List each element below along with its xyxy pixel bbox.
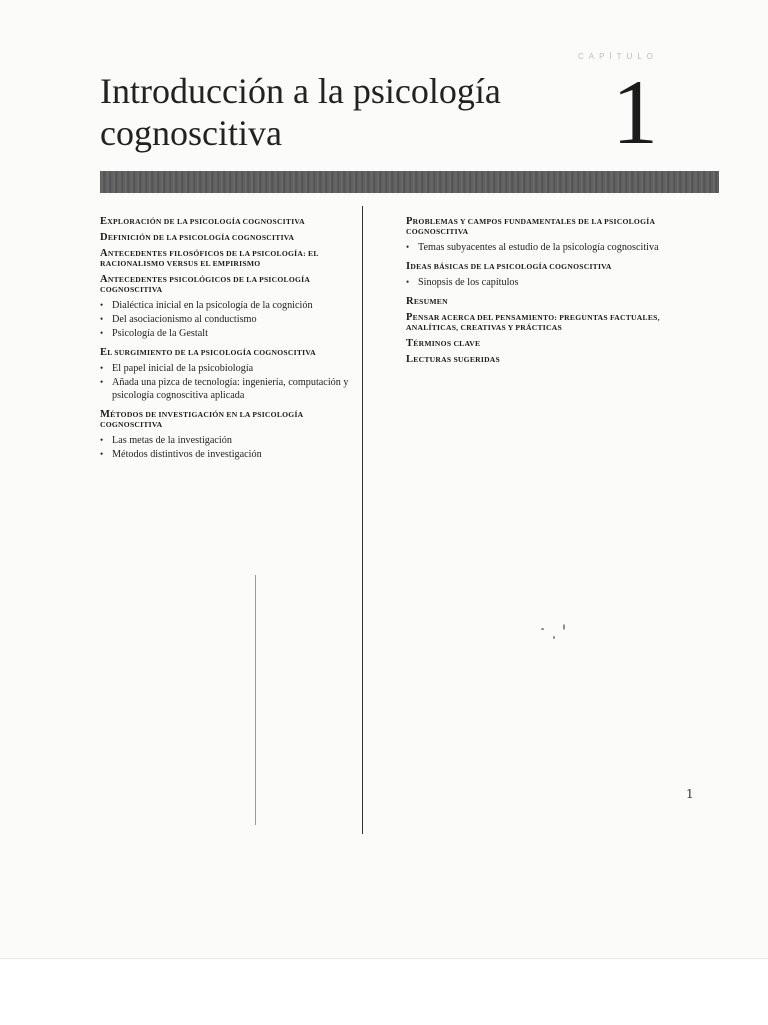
scan-margin <box>0 958 768 1025</box>
scan-speck <box>553 636 555 639</box>
title-rule-band <box>100 171 719 193</box>
toc-subitem <box>100 448 355 461</box>
toc-subitem <box>406 276 706 289</box>
chapter-title <box>100 70 570 154</box>
toc-subitem <box>406 241 706 254</box>
toc-heading-initial: A <box>100 248 108 259</box>
toc-subitem <box>100 362 355 375</box>
toc-subitem <box>100 376 355 402</box>
toc-heading-text: ESUMEN <box>413 297 448 306</box>
bullet-icon: • <box>406 242 410 252</box>
scan-speck <box>563 624 565 630</box>
toc-subitems <box>406 276 706 289</box>
toc-heading-text: DEAS BÁSICAS DE LA PSICOLOGÍA COGNOSCITIVA <box>410 262 612 271</box>
toc-heading <box>406 217 706 237</box>
toc-heading-text: ENSAR ACERCA DEL PENSAMIENTO: PREGUNTAS FACTUALES, ANALÍTICAS, CREATIVAS Y PRÁCTICAS <box>406 313 660 332</box>
toc-heading-initial: D <box>100 232 108 243</box>
bullet-icon: • <box>100 314 104 324</box>
toc-subitems <box>100 362 355 402</box>
toc-subitem-text: Sinopsis de los capítulos <box>418 277 519 288</box>
bullet-icon: • <box>100 449 104 459</box>
toc-subitem-text: Métodos distintivos de investigación <box>112 449 262 460</box>
toc-subitem-text: Dialéctica inicial en la psicología de la cognición <box>112 300 313 311</box>
toc-heading-text: ÉTODOS DE INVESTIGACIÓN EN LA PSICOLOGÍA COGNOSCITIVA <box>100 410 303 429</box>
toc-heading-text: ECTURAS SUGERIDAS <box>413 355 501 364</box>
toc-heading <box>406 355 706 365</box>
bullet-icon: • <box>100 300 104 310</box>
toc-heading-initial: E <box>100 347 108 358</box>
toc-subitem <box>100 299 355 312</box>
toc-heading-initial: A <box>100 274 108 285</box>
bullet-icon: • <box>100 363 104 373</box>
toc-heading-text: L SURGIMIENTO DE LA PSICOLOGÍA COGNOSCITIVA <box>107 348 316 357</box>
toc-subitems <box>100 434 355 461</box>
scan-speck <box>541 628 544 630</box>
toc-heading <box>100 249 355 269</box>
page-number: 1 <box>686 787 694 801</box>
toc-subitem-text: Las metas de la investigación <box>112 435 232 446</box>
toc-heading <box>100 348 355 358</box>
chapter-label: CAPÍTULO <box>578 52 659 61</box>
toc-heading <box>100 410 355 430</box>
toc-heading-text: NTECEDENTES PSICOLÓGICOS DE LA PSICOLOGÍA COGNOSCITIVA <box>100 275 310 294</box>
toc-heading-initial: P <box>406 312 413 323</box>
toc-heading <box>100 217 355 227</box>
toc-heading <box>406 297 706 307</box>
bullet-icon: • <box>100 435 104 445</box>
chapter-title-line-2: cognoscitiva <box>100 113 282 153</box>
toc-subitem-text: Psicología de la Gestalt <box>112 328 208 339</box>
column-divider <box>362 206 363 834</box>
toc-subitems <box>406 241 706 254</box>
toc-heading-initial: E <box>100 216 108 227</box>
toc-subitem-text: El papel inicial de la psicobiología <box>112 363 254 374</box>
toc-heading <box>406 262 706 272</box>
toc-heading-initial: I <box>406 261 411 272</box>
bleed-through-line <box>255 575 256 825</box>
toc-heading-initial: P <box>406 216 413 227</box>
toc-heading-initial: R <box>406 296 414 307</box>
toc-heading-text: ÉRMINOS CLAVE <box>413 339 481 348</box>
toc-heading <box>406 313 706 333</box>
bullet-icon: • <box>100 328 104 338</box>
toc-heading <box>406 339 706 349</box>
toc-heading-initial: M <box>100 409 111 420</box>
chapter-number: 1 <box>612 61 658 163</box>
toc-heading-initial: T <box>406 338 414 349</box>
toc-subitem <box>100 327 355 340</box>
toc-heading-text: NTECEDENTES FILOSÓFICOS DE LA PSICOLOGÍA: EL RACIONALISMO VERSUS EL EMPIRISMO <box>100 249 319 268</box>
bullet-icon: • <box>406 277 410 287</box>
bullet-icon: • <box>100 377 104 387</box>
toc-subitem <box>100 434 355 447</box>
toc-heading-text: XPLORACIÓN DE LA PSICOLOGÍA COGNOSCITIVA <box>107 217 305 226</box>
toc-heading-initial: L <box>406 354 414 365</box>
toc-heading <box>100 275 355 295</box>
toc-column-left <box>100 217 355 469</box>
toc-subitem <box>100 313 355 326</box>
toc-heading <box>100 233 355 243</box>
toc-subitem-text: Del asociacionismo al conductismo <box>112 314 257 325</box>
toc-heading-text: ROBLEMAS Y CAMPOS FUNDAMENTALES DE LA PSICOLOGÍA COGNOSCITIVA <box>406 217 655 236</box>
toc-subitem-text: Temas subyacentes al estudio de la psicología cognoscitiva <box>418 242 659 253</box>
chapter-title-line-1: Introducción a la psicología <box>100 71 501 111</box>
toc-heading-text: EFINICIÓN DE LA PSICOLOGÍA COGNOSCITIVA <box>107 233 295 242</box>
toc-column-right <box>406 217 706 371</box>
toc-subitem-text: Añada una pizca de tecnología: ingeniería, computación y psicología cognoscitiva aplicada <box>112 377 349 401</box>
toc-subitems <box>100 299 355 340</box>
